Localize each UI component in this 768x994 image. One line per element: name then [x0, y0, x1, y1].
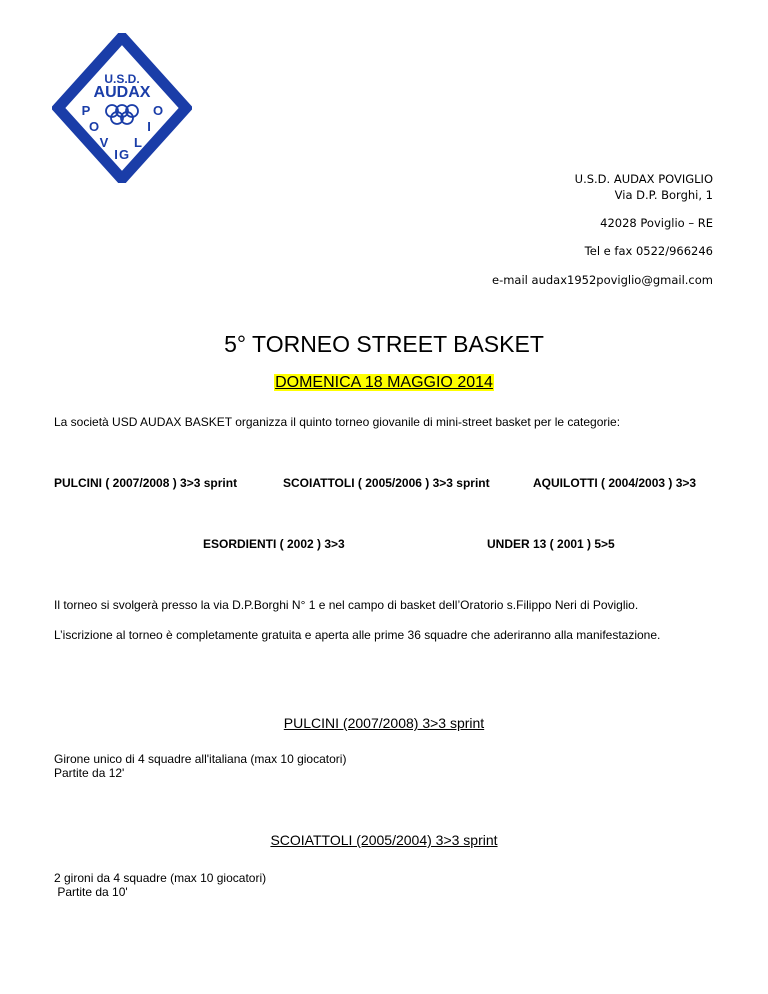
logo-letter: P [81, 103, 91, 118]
section-scoiattoli-line: Partite da 10' [54, 885, 128, 899]
logo-letter: V [99, 135, 109, 150]
logo-text-audax: AUDAX [93, 84, 151, 101]
section-title-pulcini: PULCINI (2007/2008) 3>3 sprint [283, 715, 485, 731]
address-email: e-mail audax1952poviglio@gmail.com [492, 273, 713, 287]
section-scoiattoli-line: 2 gironi da 4 squadre (max 10 giocatori) [54, 871, 267, 885]
address-line: U.S.D. AUDAX POVIGLIO [574, 172, 713, 186]
section-pulcini-line: Girone unico di 4 squadre all'italiana (max 10 giocatori) [54, 752, 347, 766]
address-line: Tel e fax 0522/966246 [584, 244, 713, 258]
event-date-text: DOMENICA 18 MAGGIO 2014 [275, 374, 493, 391]
audax-logo [52, 33, 192, 183]
registration-text: L’iscrizione al torneo è completamente gratuita e aperta alle prime 36 squadre che aderiranno alla manifestazione. [54, 628, 661, 642]
address-line: Via D.P. Borghi, 1 [614, 188, 713, 202]
category-esordienti: ESORDIENTI ( 2002 ) 3>3 [203, 537, 345, 551]
address-line: 42028 Poviglio – RE [600, 216, 713, 230]
logo-letter: I [147, 119, 151, 134]
category-under13: UNDER 13 ( 2001 ) 5>5 [487, 537, 615, 551]
category-aquilotti: AQUILOTTI ( 2004/2003 ) 3>3 [533, 476, 697, 490]
logo-text-usd: U.S.D. [104, 72, 140, 86]
category-pulcini: PULCINI ( 2007/2008 ) 3>3 sprint [54, 476, 238, 490]
logo-letter: O [88, 119, 100, 134]
logo-letter: L [134, 135, 142, 150]
location-text: Il torneo si svolgerà presso la via D.P.Borghi N° 1 e nel campo di basket dell’Oratorio s.Filippo Neri di Poviglio. [54, 598, 639, 612]
logo-letter: G [118, 147, 130, 162]
logo-letter: O [152, 103, 164, 118]
logo-letter: I [114, 147, 118, 162]
category-scoiattoli: SCOIATTOLI ( 2005/2006 ) 3>3 sprint [283, 476, 490, 490]
intro-text: La società USD AUDAX BASKET organizza il quinto torneo giovanile di mini-street basket per le categorie: [54, 415, 621, 429]
section-title-scoiattoli: SCOIATTOLI (2005/2004) 3>3 sprint [270, 832, 498, 848]
section-pulcini-line: Partite da 12' [54, 766, 125, 780]
event-date [0, 374, 768, 392]
page-title: 5° TORNEO STREET BASKET [224, 331, 544, 357]
